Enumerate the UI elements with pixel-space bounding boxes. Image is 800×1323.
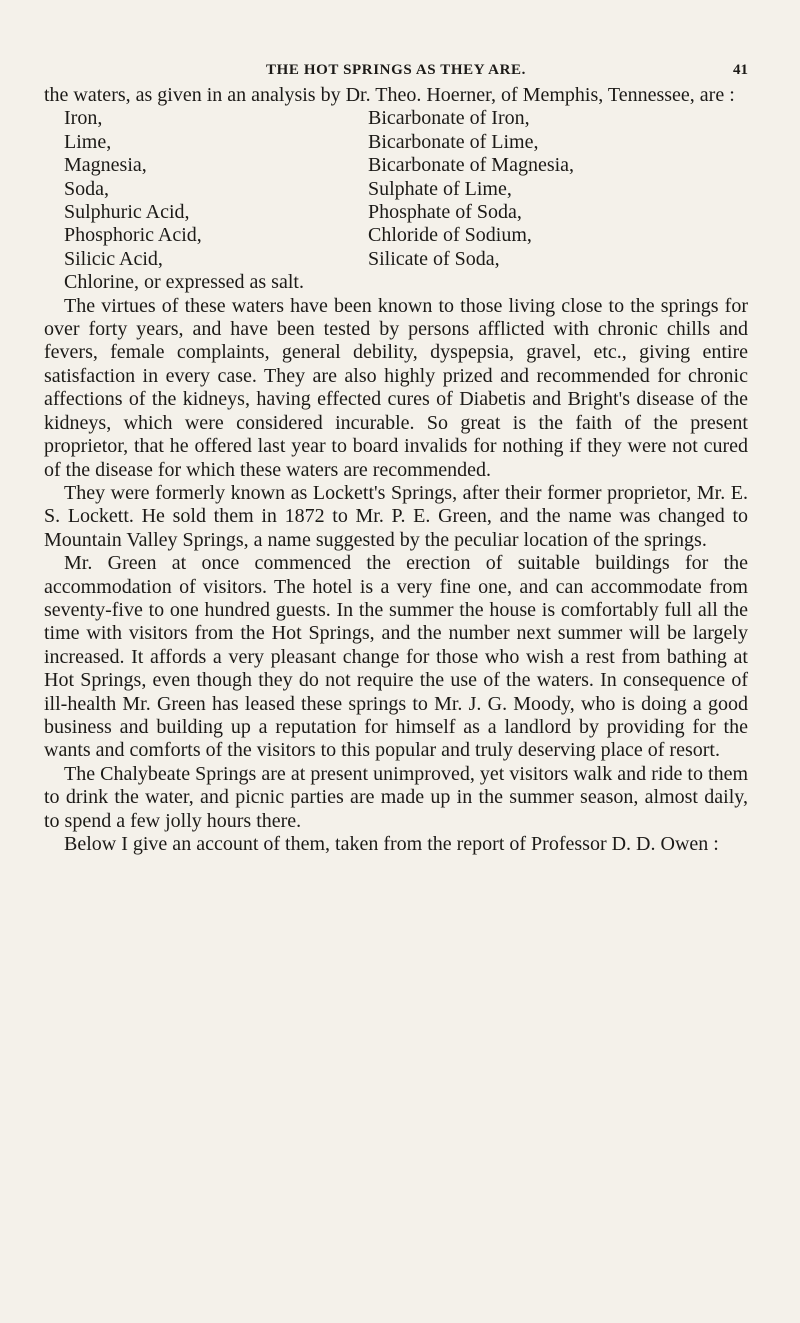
chlorine-line: Chlorine, or expressed as salt. — [64, 271, 304, 294]
element-item: Magnesia, — [64, 154, 147, 177]
compound-item: Silicate of Soda, — [368, 247, 500, 270]
running-head — [44, 62, 748, 84]
compound-item: Bicarbonate of Iron, — [368, 107, 530, 130]
body-paragraph: The Chalybeate Springs are at present unimproved, yet visitors walk and ride to them to drink the water, and picnic parties are made up in the summer season, almost daily, to spend a few jolly hours there. — [44, 762, 748, 832]
compound-item: Bicarbonate of Lime, — [368, 130, 539, 153]
element-item: Silicic Acid, — [64, 247, 163, 270]
compound-item: Sulphate of Lime, — [368, 177, 512, 200]
compounds-column — [368, 107, 748, 271]
body-paragraph: They were formerly known as Lockett's Springs, after their former proprietor, Mr. E. S. Lockett. He sold them in 1872 to Mr. P. E. Green, and the name was changed to Mountain Valley Springs, a name suggested by the peculiar location of the springs. — [44, 481, 748, 551]
body-paragraph: Below I give an account of them, taken from the report of Professor D. D. Owen : — [64, 833, 719, 855]
running-title: THE HOT SPRINGS AS THEY ARE. — [266, 62, 526, 78]
compound-item: Phosphate of Soda, — [368, 201, 522, 224]
compound-item: Bicarbonate of Magnesia, — [368, 154, 575, 177]
page-number: 41 — [733, 62, 748, 78]
analysis-list — [44, 107, 748, 271]
element-item: Iron, — [64, 107, 103, 130]
element-item: Sulphuric Acid, — [64, 201, 190, 224]
body-paragraph: The virtues of these waters have been known to those living close to the springs for over forty years, and have been tested by persons afflicted with chronic chills and fevers, female complaints, general debility, dyspepsia, gravel, etc., giving entire satisfaction in every case. They are also highly prized and recommended for chronic affections of the kidneys, having effected cures of Diabetis and Bright's disease of the kidneys, which were considered incurable. So great is the faith of the present proprietor, that he offered last year to board invalids for nothing if they were not cured of the disease for which these waters are recommended. — [44, 294, 748, 481]
body-paragraph: Mr. Green at once commenced the erection of suitable buildings for the accommodation of visitors. The hotel is a very fine one, and can accommodate from seventy-five to one hundred guests. In the summer the house is comfortably full all the time with visitors from the Hot Springs, and the number next summer will be largely increased. It affords a very pleasant change for those who wish a rest from bathing at Hot Springs, even though they do not require the use of the waters. In consequence of ill-health Mr. Green has leased these springs to Mr. J. G. Moody, who is doing a good business and building up a reputation for himself as a landlord by providing for the wants and comforts of the visitors to this popular and truly deserving place of resort. — [44, 552, 748, 762]
element-item: Phosphoric Acid, — [64, 224, 202, 247]
page-body — [44, 84, 748, 856]
element-item: Lime, — [64, 130, 112, 153]
compound-item: Chloride of Sodium, — [368, 224, 532, 247]
element-item: Soda, — [64, 177, 109, 200]
intro-paragraph: the waters, as given in an analysis by Dr. Theo. Hoerner, of Memphis, Tennessee, are : — [44, 84, 735, 106]
elements-column — [64, 107, 368, 271]
